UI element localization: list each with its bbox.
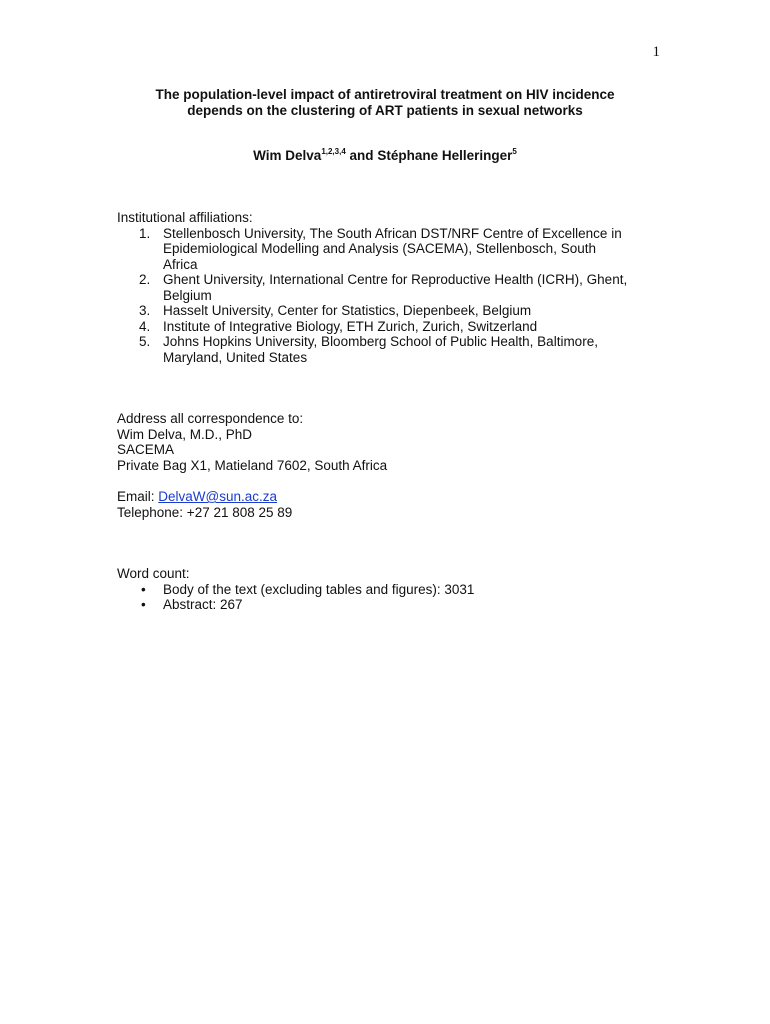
affiliation-number: 2.: [139, 272, 151, 287]
paper-title: [100, 87, 670, 119]
correspondence-heading: Address all correspondence to:: [117, 411, 304, 426]
affiliation-number: 4.: [139, 318, 151, 334]
email-line: [117, 489, 677, 505]
word-count-abstract: Abstract: 267: [163, 597, 243, 612]
affiliations-heading: Institutional affiliations:: [117, 210, 253, 225]
affiliation-line: Stellenbosch University, The South African DST/NRF Centre of Excellence in: [163, 225, 622, 241]
affiliation-number: 1.: [139, 225, 151, 241]
author-1-name: Wim Delva: [253, 148, 322, 163]
telephone-line: Telephone: +27 21 808 25 89: [117, 504, 293, 520]
correspondence-organization: SACEMA: [117, 442, 175, 457]
title-line-2: depends on the clustering of ART patients in sexual networks: [187, 103, 583, 118]
affiliations-list: [117, 226, 677, 366]
affiliation-line: Maryland, United States: [163, 349, 308, 365]
author-conjunction: and: [349, 148, 374, 163]
affiliation-line: Hasselt University, Center for Statistics, Diepenbeek, Belgium: [163, 303, 532, 318]
affiliation-line: Ghent University, International Centre for Reproductive Health (ICRH), Ghent,: [163, 272, 628, 287]
email-link[interactable]: DelvaW@sun.ac.za: [158, 489, 278, 504]
affiliation-number: 3.: [139, 303, 151, 318]
word-count-section: [117, 566, 677, 613]
author-2-affiliation-marks: 5: [512, 147, 517, 156]
affiliation-number: 5.: [139, 334, 151, 349]
affiliation-item: [117, 334, 677, 365]
word-count-list: [117, 582, 677, 613]
page-number: 1: [652, 44, 660, 60]
correspondence-address: Private Bag X1, Matieland 7602, South Africa: [117, 457, 388, 473]
correspondence-section: [117, 411, 677, 473]
affiliation-item: [117, 303, 677, 319]
email-label: Email:: [117, 489, 159, 504]
title-line-1: The population-level impact of antiretroviral treatment on HIV incidence: [155, 87, 615, 102]
author-1-affiliation-marks: 1,2,3,4: [321, 147, 346, 156]
contact-section: [117, 489, 677, 520]
word-count-item: [117, 582, 677, 598]
affiliation-line: Institute of Integrative Biology, ETH Zurich, Zurich, Switzerland: [163, 318, 538, 334]
word-count-body: Body of the text (excluding tables and figures): 3031: [163, 581, 475, 597]
affiliation-item: [117, 319, 677, 335]
affiliation-line: Africa: [163, 256, 198, 272]
affiliation-line: Belgium: [163, 287, 212, 303]
author-2-name: Stéphane Helleringer: [377, 148, 513, 163]
affiliation-item: [117, 226, 677, 273]
word-count-heading: Word count:: [117, 566, 190, 581]
affiliation-line: Johns Hopkins University, Bloomberg School of Public Health, Baltimore,: [163, 334, 598, 349]
affiliations-section: [117, 210, 677, 365]
correspondence-name: Wim Delva, M.D., PhD: [117, 426, 253, 442]
bullet-icon: •: [141, 597, 146, 612]
affiliation-item: [117, 272, 677, 303]
affiliation-line: Epidemiological Modelling and Analysis (SACEMA), Stellenbosch, South: [163, 241, 596, 256]
word-count-item: [117, 597, 677, 613]
bullet-icon: •: [141, 581, 146, 597]
author-line: [100, 147, 670, 165]
